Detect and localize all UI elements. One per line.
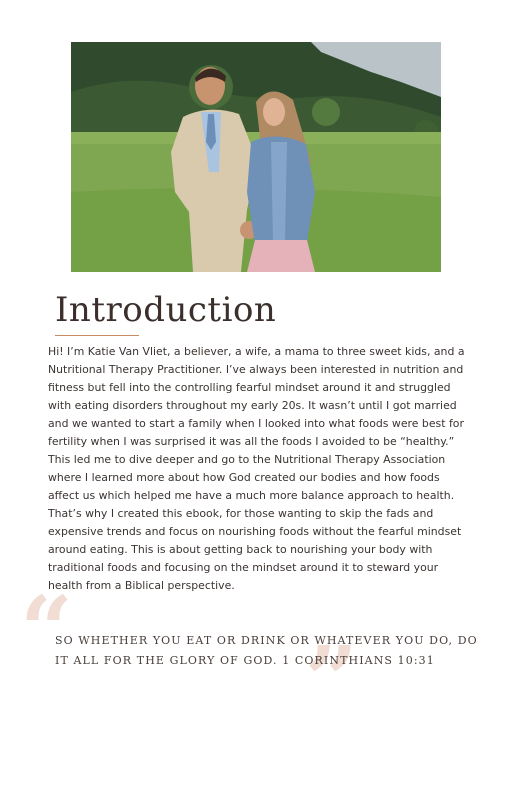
page-title: Introduction (55, 290, 277, 330)
title-underline (55, 335, 139, 336)
close-quote-icon: ” (305, 626, 358, 734)
scripture-quote: SO WHETHER YOU EAT OR DRINK OR WHATEVER YOU DO, DO IT ALL FOR THE GLORY OF GOD. 1 CORINTHIANS 10:31 (55, 634, 478, 667)
intro-paragraph: Hi! I’m Katie Van Vliet, a believer, a wife, a mama to three sweet kids, and a Nutritional Therapy Practitioner. I’ve always been interested in nutrition and fitness but fell into the controlling fearful mindset around it and struggled with eating disorders throughout my early 20s. It wasn’t until I got married and we wanted to start a family when I looked into what foods were best for fertility when I was surprised it was all the foods I avoided to be “healthy.” This led me to dive deeper and go to the Nutritional Therapy Association where I learned more about how God created our bodies and how foods affect us which helped me have a much more balance approach to health. That’s why I created this ebook, for those wanting to skip the fads and expensive trends and focus on nourishing foods without the fearful mindset around eating. This is about getting back to nourishing your body with traditional foods and focusing on the mindset around it to steward your health from a Biblical perspective. (48, 345, 465, 592)
open-quote-icon: “ (20, 576, 73, 684)
couple-photo (71, 42, 441, 272)
